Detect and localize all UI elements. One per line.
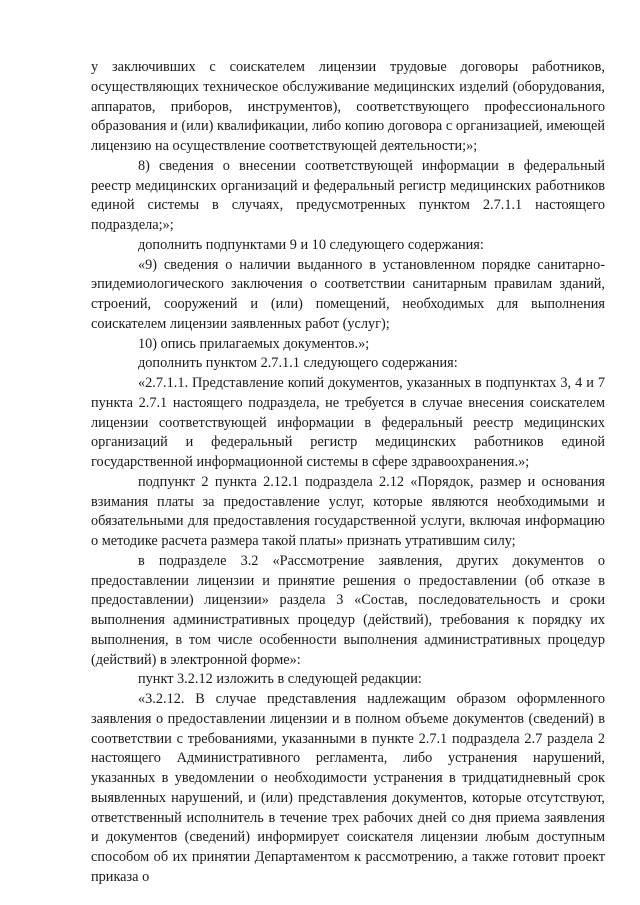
paragraph-4: «9) сведения о наличии выданного в установленном порядке санитарно-эпидемиологического заключения о соответствии санитарным правилам зданий, строений, сооружений и (или) помещений, необходимых для выполнения соискателем лицензии заявленных работ (услуг); (91, 256, 605, 332)
paragraph-7: «2.7.1.1. Представление копий документов, указанных в подпунктах 3, 4 и 7 пункта 2.7.1 настоящего подраздела, не требуется в случае внесения соискателем лицензии соответствующей информации в федеральный реестр медицинских организаций и федеральный регистр медицинских работников единой государственной информационной системы в сфере здравоохранения.»; (91, 375, 605, 470)
paragraph-6: дополнить пунктом 2.7.1.1 следующего содержания: (138, 355, 458, 372)
paragraph-5: 10) опись прилагаемых документов.»; (138, 335, 370, 352)
paragraph-9: в подразделе 3.2 «Рассмотрение заявления, других документов о предоставлении лицензии и принятие решения о предоставлении (об отказе в предоставлении) лицензии» раздела 3 «Состав, последовательность и сроки выполнения административных процедур (действий), требования к порядку их выполнения, в том числе особенности выполнения административных процедур (действий) в электронной форме»: (91, 552, 605, 668)
paragraph-3: дополнить подпунктами 9 и 10 следующего содержания: (138, 236, 484, 253)
paragraph-10: пункт 3.2.12 изложить в следующей редакции: (138, 671, 422, 688)
paragraph-8: подпункт 2 пункта 2.12.1 подраздела 2.12 «Порядок, размер и основания взимания платы за предоставление услуг, которые являются необходимыми и обязательными для предоставления государственной услуги, включая информацию о методике расчета размера такой платы» признать утратившим силу; (91, 473, 605, 549)
paragraph-1: у заключивших с соискателем лицензии трудовые договоры работников, осуществляющих техническое обслуживание медицинских изделий (оборудования, аппаратов, приборов, инструментов), соответствующего профессионального образования и (или) квалификации, либо копию договора с организацией, имеющей лицензию на осуществление соответствующей деятельности;»; (91, 59, 605, 154)
document-body (91, 58, 605, 888)
paragraph-2: 8) сведения о внесении соответствующей информации в федеральный реестр медицинских организаций и федеральный регистр медицинских работников единой системы в случаях, предусмотренных пунктом 2.7.1.1 настоящего подраздела;»; (91, 157, 605, 233)
paragraph-11: «3.2.12. В случае представления надлежащим образом оформленного заявления о предоставлении лицензии и в полном объеме документов (сведений) в соответствии с требованиями, указанными в пункте 2.7.1 подраздела 2.7 раздела 2 настоящего Административного регламента, либо устранения нарушений, указанных в уведомлении о необходимости устранения в тридцатидневный срок выявленных нарушений, и (или) представления документов, которые отсутствуют, ответственный исполнитель в течение трех рабочих дней со дня приема заявления и документов (сведений) информирует соискателя лицензии любым доступным способом об их принятии Департаментом к рассмотрению, а также готовит проект приказа о (91, 691, 605, 885)
